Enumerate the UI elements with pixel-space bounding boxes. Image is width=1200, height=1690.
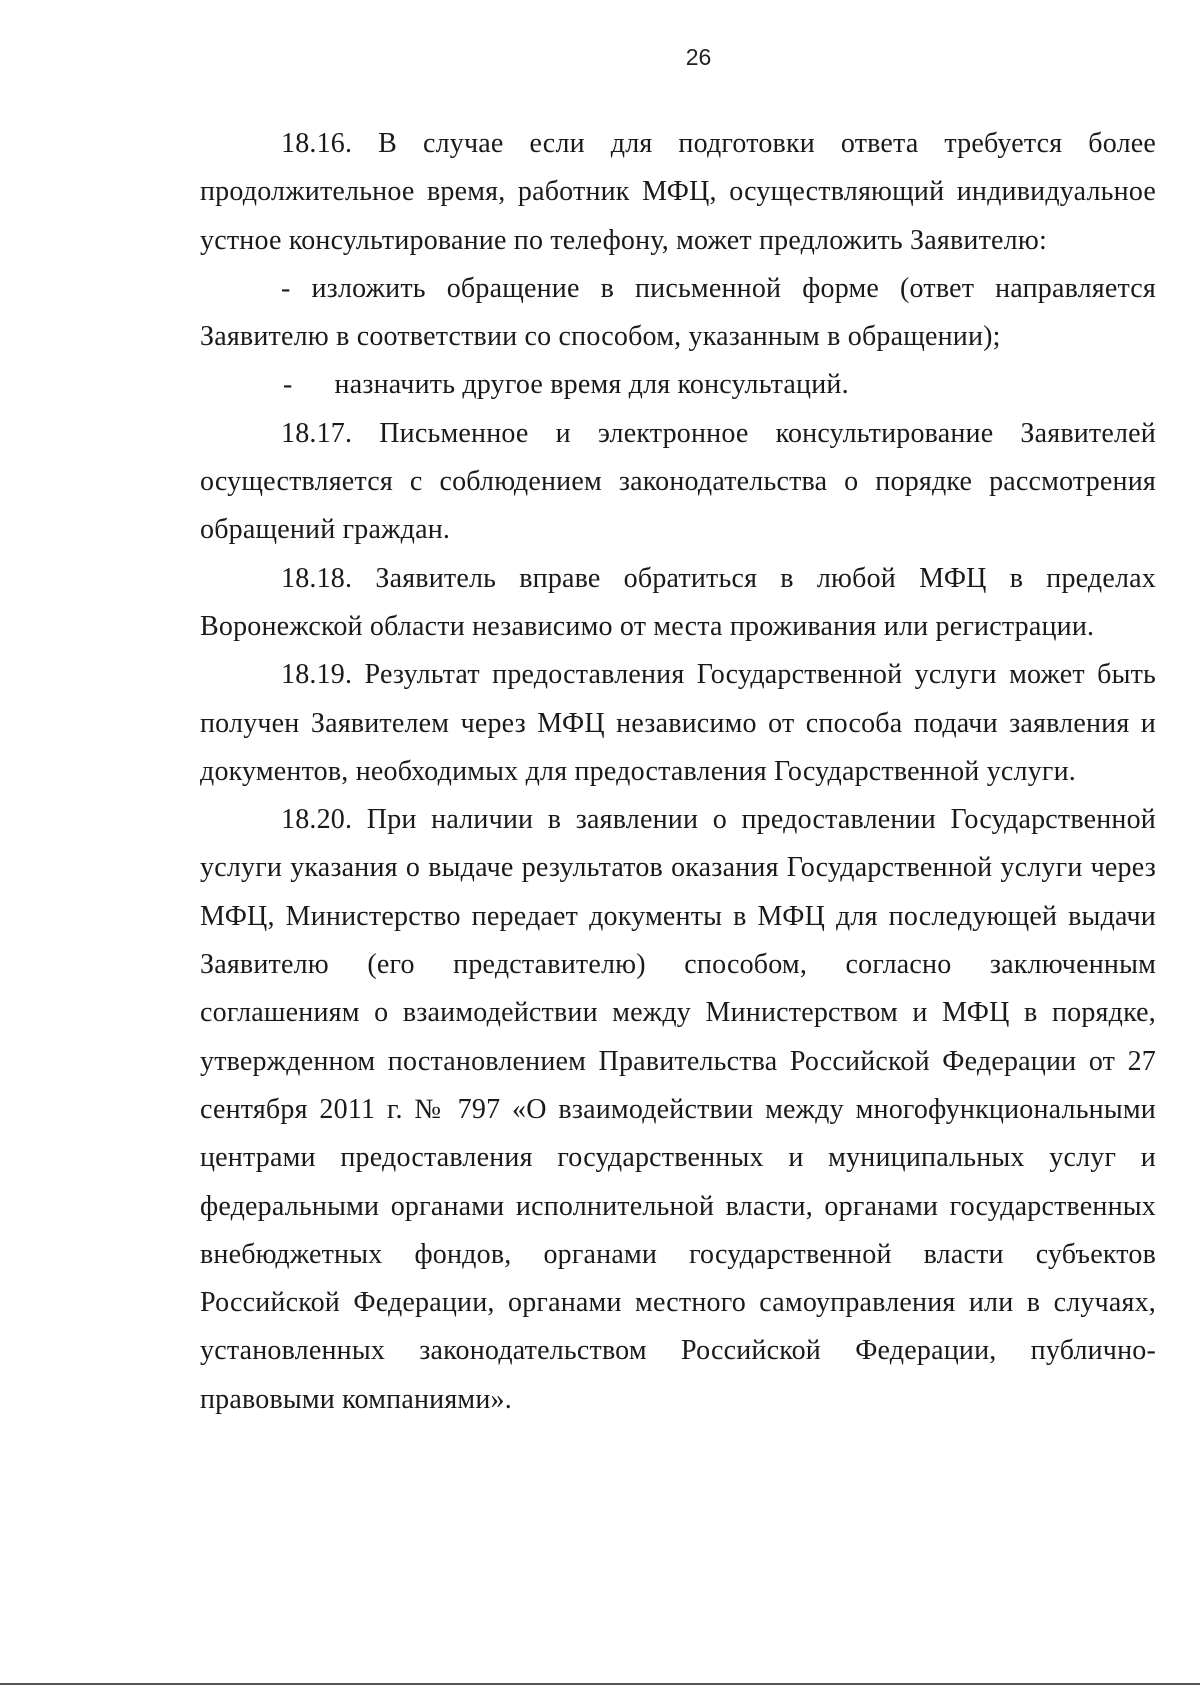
list-item-text: назначить другое время для консультаций. xyxy=(334,369,849,401)
list-item-written-form: - изложить обращение в письменной форме (ответ направляется Заявителю в соответствии со способом, указанным в обращении); xyxy=(200,272,1156,353)
paragraph-18-19: 18.19. Результат предоставления Государственной услуги может быть получен Заявителем через МФЦ независимо от способа подачи заявления и документов, необходимых для предоставления Государственной услуги. xyxy=(200,659,1156,787)
list-item-other-time xyxy=(200,361,1156,409)
list-dash: - xyxy=(283,369,293,401)
paragraph-18-18: 18.18. Заявитель вправе обратиться в любой МФЦ в пределах Воронежской области независимо от места проживания или регистрации. xyxy=(200,562,1156,642)
page-number: 26 xyxy=(685,44,712,70)
paragraph-18-20: 18.20. При наличии в заявлении о предоставлении Государственной услуги указания о выдаче результатов оказания Государственной услуги через МФЦ, Министерство передает документы в МФЦ для последующей выдачи Заявителю (его представителю) способом, согласно заключенным соглашениям о взаимодействии между Министерством и МФЦ в порядке, утвержденном постановлением Правительства Российской Федерации от 27 сентября 2011 г. № 797 «О взаимодействии между многофункциональными центрами предоставления государственных и муниципальных услуг и федеральными органами исполнительной власти, органами государственных внебюджетных фондов, органами государственной власти субъектов Российской Федерации, органами местного самоуправления или в случаях, установленных законодательством Российской Федерации, публично-правовыми компаниями». xyxy=(200,804,1156,1415)
paragraph-18-16: 18.16. В случае если для подготовки ответа требуется более продолжительное время, работник МФЦ, осуществляющий индивидуальное устное консультирование по телефону, может предложить Заявителю: xyxy=(200,128,1156,256)
document-body xyxy=(200,120,1156,1424)
bottom-scan-edge xyxy=(0,1683,1200,1685)
paragraph-18-17: 18.17. Письменное и электронное консультирование Заявителей осуществляется с соблюдением законодательства о порядке рассмотрения обращений граждан. xyxy=(200,417,1156,546)
